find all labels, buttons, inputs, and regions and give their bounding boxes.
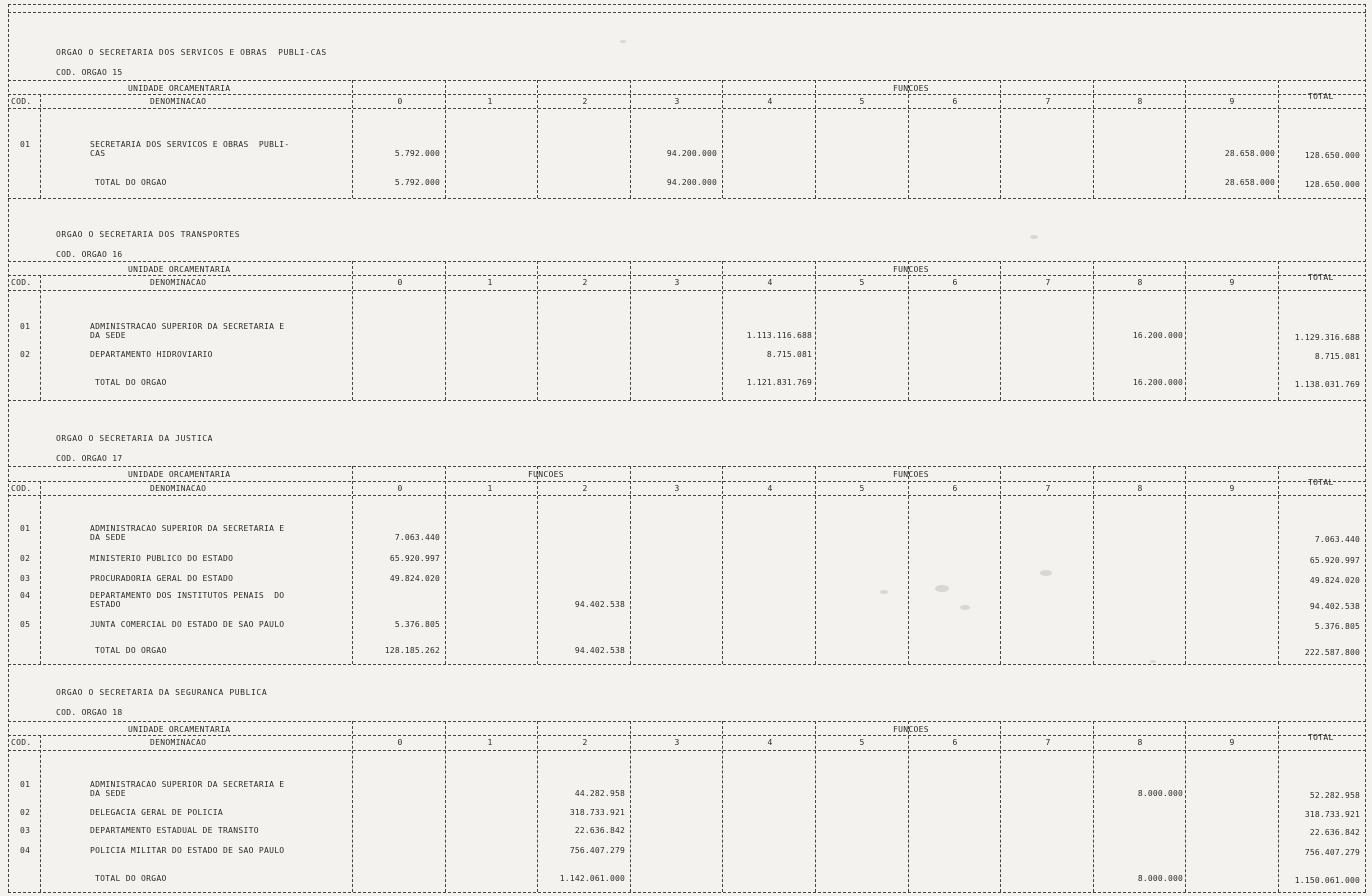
header-unidade: UNIDADE ORCAMENTARIA: [128, 470, 231, 479]
row-value-col-0: 65.920.997: [389, 554, 440, 563]
row-total: 49.824.020: [1309, 576, 1360, 585]
header-mid-rule: [8, 735, 1366, 736]
row-denominacao: TOTAL DO ORGAO: [95, 178, 167, 187]
row-total: 94.402.538: [1309, 602, 1360, 611]
row-value-col-8: 16.200.000: [1132, 378, 1183, 387]
header-col-2: 2: [582, 278, 588, 287]
column-divider: [908, 80, 909, 198]
header-col-2: 2: [582, 97, 588, 106]
orgao-title: ORGAO O SECRETARIA DA JUSTICA: [56, 434, 214, 443]
header-col-1: 1: [487, 738, 493, 747]
row-total: 756.407.279: [1304, 848, 1360, 857]
header-col-5: 5: [859, 738, 865, 747]
frame-left: [8, 4, 9, 892]
row-value-col-2: 318.733.921: [569, 808, 625, 817]
header-col-6: 6: [952, 738, 958, 747]
row-total: 222.587.800: [1304, 648, 1360, 657]
row-value-col-2: 94.402.538: [574, 600, 625, 609]
row-total: 22.636.842: [1309, 828, 1360, 837]
column-divider: [1185, 466, 1186, 664]
column-divider: [1093, 721, 1094, 892]
header-total: TOTAL: [1308, 733, 1334, 742]
column-divider: [815, 80, 816, 198]
column-divider: [1278, 721, 1279, 892]
column-divider: [1000, 721, 1001, 892]
header-unidade: UNIDADE ORCAMENTARIA: [128, 84, 231, 93]
header-denominacao: DENOMINACAO: [150, 278, 207, 287]
row-value-col-9: 28.658.000: [1224, 149, 1275, 158]
header-col-0: 0: [397, 278, 403, 287]
header-col-1: 1: [487, 97, 493, 106]
row-total: 5.376.805: [1314, 622, 1360, 631]
row-cod: 04: [20, 591, 31, 600]
header-col-6: 6: [952, 278, 958, 287]
header-cod: COD.: [11, 484, 32, 493]
column-divider: [445, 466, 446, 664]
header-cod: COD.: [11, 97, 32, 106]
scan-speck: [1030, 235, 1038, 239]
row-value-col-3: 94.200.000: [666, 149, 717, 158]
cod-divider: [40, 94, 41, 198]
column-divider: [815, 466, 816, 664]
cod-divider: [40, 735, 41, 892]
column-divider: [537, 80, 538, 198]
header-bottom-rule: [8, 750, 1366, 751]
header-funcoes: FUNCOES: [893, 725, 929, 734]
header-col-7: 7: [1045, 97, 1051, 106]
column-divider: [445, 721, 446, 892]
row-value-col-0: 128.185.262: [384, 646, 440, 655]
scan-speck: [880, 590, 888, 594]
header-col-3: 3: [674, 278, 680, 287]
column-divider: [1185, 721, 1186, 892]
column-divider: [1093, 80, 1094, 198]
header-col-7: 7: [1045, 484, 1051, 493]
row-denominacao: DELEGACIA GERAL DE POLICIA: [90, 808, 224, 817]
row-denominacao: MINISTERIO PUBLICO DO ESTADO: [90, 554, 234, 563]
header-col-2: 2: [582, 738, 588, 747]
row-denominacao: SECRETARIA DOS SERVICOS E OBRAS PUBLI- CAS: [90, 140, 290, 158]
scan-speck: [1150, 660, 1156, 663]
row-value-col-0: 7.063.440: [394, 533, 440, 542]
header-col-1: 1: [487, 484, 493, 493]
row-total: 1.150.061.000: [1294, 876, 1360, 885]
header-bottom-rule: [8, 290, 1366, 291]
row-cod: 01: [20, 140, 31, 149]
row-denominacao: TOTAL DO ORGAO: [95, 378, 167, 387]
header-top-rule: [8, 721, 1366, 722]
header-denominacao: DENOMINACAO: [150, 738, 207, 747]
header-funcoes: FUNCOES: [893, 84, 929, 93]
header-col-0: 0: [397, 484, 403, 493]
cod-divider: [40, 481, 41, 664]
row-cod: 03: [20, 826, 31, 835]
header-top-rule: [8, 261, 1366, 262]
row-total: 1.138.031.769: [1294, 380, 1360, 389]
row-denominacao: POLICIA MILITAR DO ESTADO DE SAO PAULO: [90, 846, 285, 855]
section-top-rule: [8, 400, 1366, 401]
header-mid-rule: [8, 94, 1366, 95]
header-mid-rule: [8, 275, 1366, 276]
column-divider: [537, 721, 538, 892]
row-total: 128.650.000: [1304, 151, 1360, 160]
header-denominacao: DENOMINACAO: [150, 97, 207, 106]
orgao-title: ORGAO O SECRETARIA DOS SERVICOS E OBRAS PUBLI-CAS: [56, 48, 327, 57]
column-divider: [722, 80, 723, 198]
header-col-4: 4: [767, 278, 773, 287]
row-total: 318.733.921: [1304, 810, 1360, 819]
scan-speck: [620, 40, 626, 43]
column-divider: [908, 261, 909, 400]
row-value-col-2: 1.142.061.000: [559, 874, 625, 883]
header-col-9: 9: [1229, 278, 1235, 287]
row-total: 128.650.000: [1304, 180, 1360, 189]
column-divider: [1278, 466, 1279, 664]
scan-speck: [935, 585, 949, 592]
row-denominacao: TOTAL DO ORGAO: [95, 874, 167, 883]
column-divider: [445, 261, 446, 400]
column-divider: [537, 466, 538, 664]
row-value-col-0: 5.792.000: [394, 149, 440, 158]
row-cod: 02: [20, 808, 31, 817]
header-col-8: 8: [1137, 278, 1143, 287]
row-denominacao: DEPARTAMENTO DOS INSTITUTOS PENAIS DO ESTADO: [90, 591, 285, 609]
row-denominacao: ADMINISTRACAO SUPERIOR DA SECRETARIA E DA SEDE: [90, 524, 285, 542]
header-col-0: 0: [397, 97, 403, 106]
header-bottom-rule: [8, 495, 1366, 496]
header-col-9: 9: [1229, 738, 1235, 747]
header-col-0: 0: [397, 738, 403, 747]
row-cod: 01: [20, 780, 31, 789]
orgao-code: COD. ORGAO 17: [56, 454, 123, 463]
column-divider: [1185, 261, 1186, 400]
header-denominacao: DENOMINACAO: [150, 484, 207, 493]
row-denominacao: ADMINISTRACAO SUPERIOR DA SECRETARIA E DA SEDE: [90, 322, 285, 340]
header-col-6: 6: [952, 97, 958, 106]
header-col-1: 1: [487, 278, 493, 287]
header-col-5: 5: [859, 484, 865, 493]
row-value-col-2: 44.282.958: [574, 789, 625, 798]
row-value-col-9: 28.658.000: [1224, 178, 1275, 187]
orgao-title: ORGAO O SECRETARIA DA SEGURANCA PUBLICA: [56, 688, 268, 697]
header-funcoes: FUNCOES: [893, 265, 929, 274]
section-top-rule: [8, 12, 1366, 13]
column-divider: [1000, 466, 1001, 664]
column-divider: [630, 466, 631, 664]
header-col-2: 2: [582, 484, 588, 493]
row-denominacao: JUNTA COMERCIAL DO ESTADO DE SAO PAULO: [90, 620, 285, 629]
header-total: TOTAL: [1308, 273, 1334, 282]
orgao-code: COD. ORGAO 18: [56, 708, 123, 717]
header-cod: COD.: [11, 278, 32, 287]
column-divider: [1000, 80, 1001, 198]
column-divider: [352, 466, 353, 664]
header-col-3: 3: [674, 738, 680, 747]
section-bottom-rule: [8, 892, 1366, 893]
header-col-4: 4: [767, 97, 773, 106]
scan-speck: [960, 605, 970, 610]
orgao-code: COD. ORGAO 16: [56, 250, 123, 259]
row-denominacao: ADMINISTRACAO SUPERIOR DA SECRETARIA E DA SEDE: [90, 780, 285, 798]
header-col-6: 6: [952, 484, 958, 493]
header-col-3: 3: [674, 97, 680, 106]
orgao-code: COD. ORGAO 15: [56, 68, 123, 77]
column-divider: [908, 721, 909, 892]
header-unidade: UNIDADE ORCAMENTARIA: [128, 725, 231, 734]
row-cod: 05: [20, 620, 31, 629]
header-unidade: UNIDADE ORCAMENTARIA: [128, 265, 231, 274]
row-cod: 04: [20, 846, 31, 855]
row-value-col-0: 5.792.000: [394, 178, 440, 187]
row-value-col-8: 8.000.000: [1137, 789, 1183, 798]
row-value-col-8: 16.200.000: [1132, 331, 1183, 340]
column-divider: [1000, 261, 1001, 400]
header-col-4: 4: [767, 484, 773, 493]
row-cod: 01: [20, 524, 31, 533]
column-divider: [352, 721, 353, 892]
header-col-5: 5: [859, 278, 865, 287]
row-value-col-0: 5.376.805: [394, 620, 440, 629]
column-divider: [1093, 466, 1094, 664]
column-divider: [352, 261, 353, 400]
scan-speck: [1040, 570, 1052, 576]
header-top-rule: [8, 80, 1366, 81]
row-denominacao: DEPARTAMENTO ESTADUAL DE TRANSITO: [90, 826, 259, 835]
row-total: 65.920.997: [1309, 556, 1360, 565]
row-value-col-3: 94.200.000: [666, 178, 717, 187]
header-bottom-rule: [8, 108, 1366, 109]
row-value-col-4: 8.715.081: [766, 350, 812, 359]
row-total: 8.715.081: [1314, 352, 1360, 361]
column-divider: [630, 721, 631, 892]
header-col-9: 9: [1229, 97, 1235, 106]
row-denominacao: DEPARTAMENTO HIDROVIARIO: [90, 350, 213, 359]
header-total: TOTAL: [1308, 478, 1334, 487]
header-col-9: 9: [1229, 484, 1235, 493]
row-value-col-0: 49.824.020: [389, 574, 440, 583]
section-top-rule: [8, 664, 1366, 665]
row-cod: 02: [20, 350, 31, 359]
column-divider: [815, 261, 816, 400]
row-value-col-4: 1.121.831.769: [746, 378, 812, 387]
header-col-7: 7: [1045, 278, 1051, 287]
row-total: 52.282.958: [1309, 791, 1360, 800]
column-divider: [630, 261, 631, 400]
orgao-title: ORGAO O SECRETARIA DOS TRANSPORTES: [56, 230, 241, 239]
header-col-8: 8: [1137, 484, 1143, 493]
column-divider: [445, 80, 446, 198]
row-cod: 03: [20, 574, 31, 583]
cod-divider: [40, 275, 41, 400]
column-divider: [722, 466, 723, 664]
column-divider: [537, 261, 538, 400]
row-total: 1.129.316.688: [1294, 333, 1360, 342]
row-cod: 01: [20, 322, 31, 331]
column-divider: [908, 466, 909, 664]
header-funcoes: FUNCOES: [893, 470, 929, 479]
row-value-col-8: 8.000.000: [1137, 874, 1183, 883]
header-col-7: 7: [1045, 738, 1051, 747]
row-value-col-2: 22.636.842: [574, 826, 625, 835]
row-denominacao: TOTAL DO ORGAO: [95, 646, 167, 655]
frame-top: [8, 4, 1366, 5]
header-funcoes-left: FUNCOES: [528, 470, 564, 479]
header-col-8: 8: [1137, 97, 1143, 106]
header-col-4: 4: [767, 738, 773, 747]
header-col-8: 8: [1137, 738, 1143, 747]
column-divider: [815, 721, 816, 892]
row-value-col-2: 756.407.279: [569, 846, 625, 855]
header-col-3: 3: [674, 484, 680, 493]
row-cod: 02: [20, 554, 31, 563]
row-denominacao: PROCURADORIA GERAL DO ESTADO: [90, 574, 234, 583]
header-col-5: 5: [859, 97, 865, 106]
row-total: 7.063.440: [1314, 535, 1360, 544]
row-value-col-4: 1.113.116.688: [746, 331, 812, 340]
frame-right: [1365, 4, 1366, 892]
column-divider: [722, 721, 723, 892]
header-cod: COD.: [11, 738, 32, 747]
section-top-rule: [8, 198, 1366, 199]
header-top-rule: [8, 466, 1366, 467]
header-mid-rule: [8, 481, 1366, 482]
header-total: TOTAL: [1308, 92, 1334, 101]
row-value-col-2: 94.402.538: [574, 646, 625, 655]
